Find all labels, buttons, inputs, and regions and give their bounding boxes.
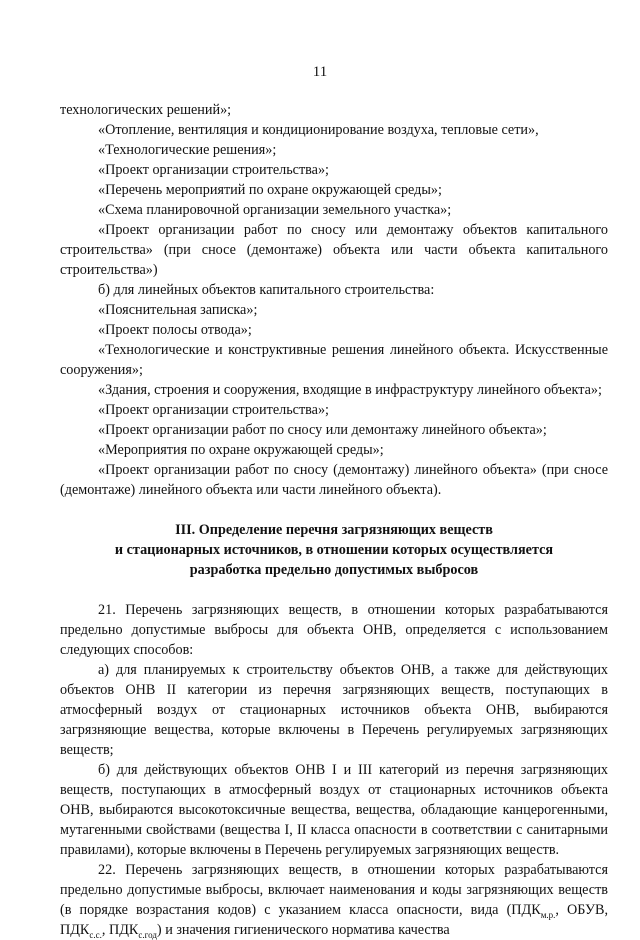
- paragraph-bottom-2: б) для действующих объектов ОНВ I и III категорий из перечня загрязняющих веществ, поступающих в атмосферный воздух от стационарных источников объекта ОНВ, выбираются высокотоксичные вещества, вещества, обладающие канцерогенными, мутагенными свойствами (вещества I, II класса опасности в соответствии с санитарными правилами), которые включены в Перечень регулируемых загрязняющих веществ.: [60, 762, 608, 858]
- paragraph-top-6: «Проект организации работ по сносу или демонтажу объектов капитального строительства» (при сносе (демонтаже) объекта или части объекта капитального строительства»): [60, 222, 608, 278]
- bottom-paragraphs: [60, 600, 608, 860]
- paragraph-top-7: б) для линейных объектов капитального строительства:: [98, 282, 435, 298]
- paragraph-top-2: «Технологические решения»;: [98, 142, 277, 158]
- paragraph-top-3: «Проект организации строительства»;: [98, 162, 330, 178]
- paragraph-bottom-1: а) для планируемых к строительству объектов ОНВ, а также для действующих объектов ОНВ II категории из перечня загрязняющих веществ, поступающих в атмосферный воздух от стационарных источников объекта ОНВ, выбираются загрязняющие вещества, которые включены в Перечень регулируемых загрязняющих веществ;: [60, 662, 608, 758]
- paragraph-top-14: «Мероприятия по охране окружающей среды»;: [98, 442, 384, 458]
- paragraph-bottom-0: 21. Перечень загрязняющих веществ, в отношении которых разрабатываются предельно допустимые выбросы для объекта ОНВ, определяется с использованием следующих способов:: [60, 602, 608, 658]
- paragraph-top-10: «Технологические и конструктивные решения линейного объекта. Искусственные сооружения»;: [60, 342, 608, 378]
- paragraph-22-part-2: , ОБУВ, ПДК: [60, 902, 608, 938]
- section-heading-line-3: разработка предельно допустимых выбросов: [189, 562, 479, 578]
- page-number: 11: [312, 64, 328, 80]
- paragraph-22: [60, 860, 608, 940]
- paragraph-22-part-4: ) и значения гигиенического норматива качества: [156, 922, 450, 938]
- paragraph-top-9: «Проект полосы отвода»;: [98, 322, 252, 338]
- section-heading: [60, 520, 608, 580]
- paragraph-top-5: «Схема планировочной организации земельного участка»;: [98, 202, 452, 218]
- paragraph-22-part-3: , ПДК: [101, 922, 139, 938]
- section-heading-line-1: III. Определение перечня загрязняющих веществ: [175, 522, 493, 538]
- paragraph-top-8: «Пояснительная записка»;: [98, 302, 258, 318]
- top-paragraphs: [60, 100, 608, 500]
- paragraph-top-0: технологических решений»;: [60, 102, 232, 118]
- paragraph-top-1: «Отопление, вентиляция и кондиционирование воздуха, тепловые сети»,: [98, 122, 539, 138]
- paragraph-top-12: «Проект организации строительства»;: [98, 402, 330, 418]
- subscript-ss: с.с.: [89, 929, 102, 940]
- subscript-mr: м.р.: [540, 909, 556, 920]
- subscript-sgod: с.год: [138, 929, 157, 940]
- paragraph-top-15: «Проект организации работ по сносу (демонтажу) линейного объекта» (при сносе (демонтаже) линейного объекта или части линейного объекта).: [60, 462, 608, 498]
- paragraph-top-11: «Здания, строения и сооружения, входящие в инфраструктуру линейного объекта»;: [98, 382, 602, 398]
- paragraph-top-13: «Проект организации работ по сносу или демонтажу линейного объекта»;: [98, 422, 547, 438]
- document-body: [60, 100, 608, 940]
- paragraph-22-part-1: 22. Перечень загрязняющих веществ, в отношении которых разрабатываются предельно допустимые выбросы, включает наименования и коды загрязняющих веществ (в порядке возрастания кодов) с указанием класса опасности, вида (ПДК: [60, 862, 608, 918]
- paragraph-top-4: «Перечень мероприятий по охране окружающей среды»;: [98, 182, 442, 198]
- section-heading-line-2: и стационарных источников, в отношении которых осуществляется: [114, 542, 554, 558]
